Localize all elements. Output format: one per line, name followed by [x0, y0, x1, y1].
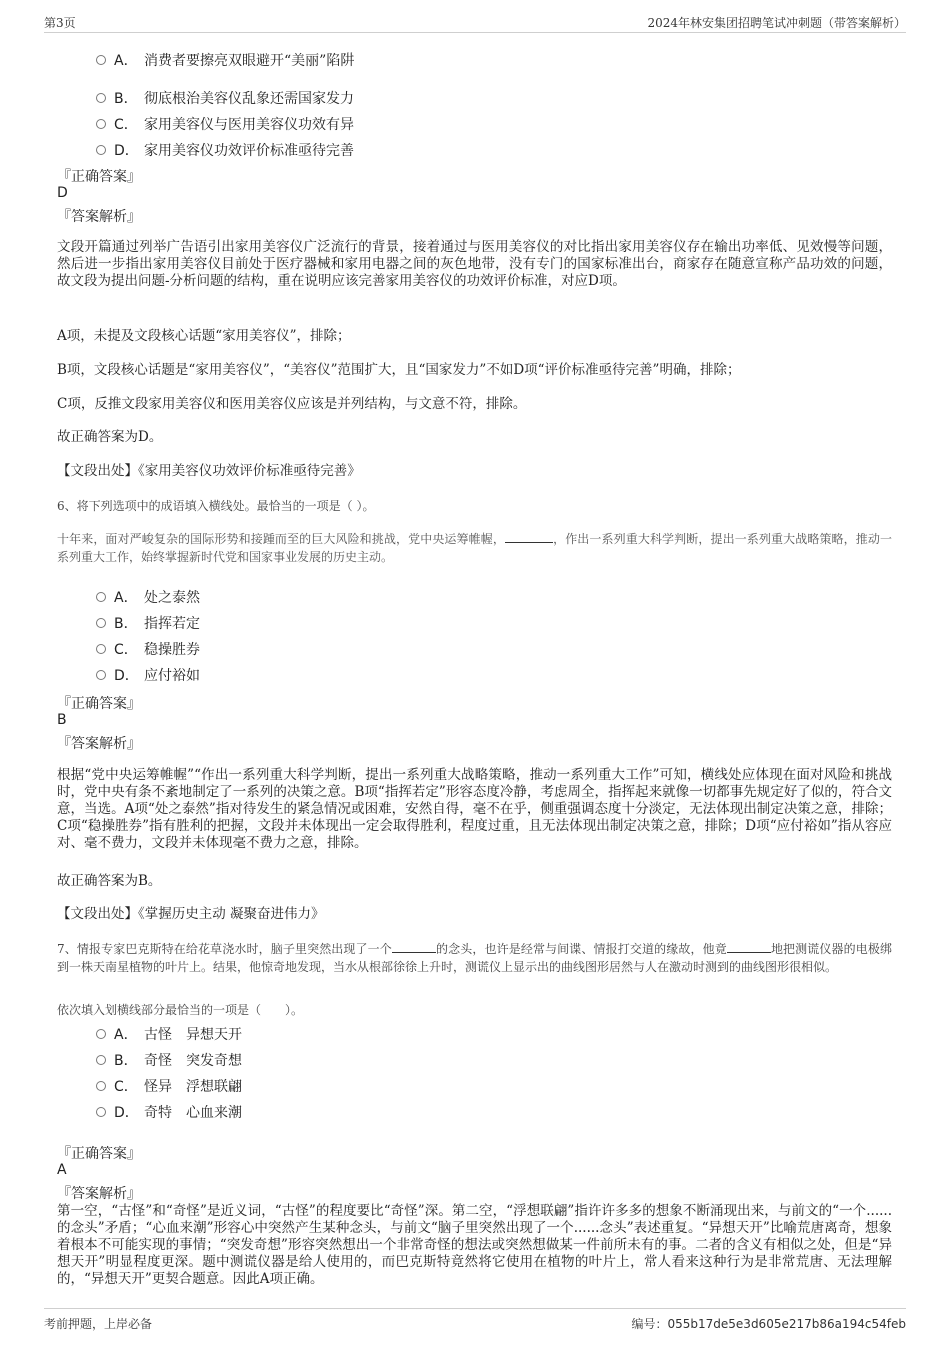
q6-analysis: 根据“党中央运筹帷幄”“作出一系列重大科学判断，提出一系列重大战略策略，推动一系列重大工作”可知，横线处应体现在面对风险和挑战时，党中央有条不紊地制定了一系列的决策之意。B项“指挥若定”形容态度冷静，考虑周全，指挥起来就像一切都事先规定好了似的，符合文意，当选。A项“处之泰然”指对待发生的紧急情况或困难，安然自得，毫不在乎，侧重强调态度十分淡定，无法体现出制定决策之意，排除；C项“稳操胜券”指有胜利的把握，文段并未体现出一定会取得胜利，程度过重，且无法体现出制定决策之意，排除；D项“应付裕如”指从容应对、毫不费力，文段并未体现毫不费力之意，排除。	[57, 767, 892, 851]
q5-note-b: B项，文段核心话题是“家用美容仪”，“美容仪”范围扩大，且“国家发力”不如D项“评价标准亟待完善”明确，排除；	[57, 362, 741, 378]
q5-answer: D	[57, 185, 68, 201]
q7-analysis: 第一空，“古怪”和“奇怪”是近义词，“古怪”的程度要比“奇怪”深。第二空，“浮想联翩”指许许多多的想象不断涌现出来，与前文的“一个......的念头”矛盾；“心血来潮”形容心中突然产生某种念头，与前文“脑子里突然出现了一个......念头”表述重复。“异想天开”比喻荒唐离奇，想象着根本不可能实现的事情；“突发奇想”形容突然想出一个非常奇怪的想法或突然想做某一件前所未有的事。二者的含义有相似之处，但是“异想天开”明显程度更深。题中测谎仪器是给人使用的，而巴克斯特竟然将它使用在植物的叶片上，常人看来这种行为是非常荒唐、无法理解的，“异想天开”更契合题意。因此A项正确。	[57, 1203, 892, 1287]
radio-icon[interactable]	[96, 644, 106, 654]
radio-icon[interactable]	[96, 592, 106, 602]
q7-answer-label: 『正确答案』	[57, 1146, 141, 1162]
q7-option-c[interactable]: C． 怪异 浮想联翩	[96, 1076, 242, 1096]
radio-icon[interactable]	[96, 1081, 106, 1091]
q6-answer-label: 『正确答案』	[57, 696, 141, 712]
q5-option-c[interactable]: C． 家用美容仪与医用美容仪功效有异	[96, 114, 354, 134]
q6-option-a[interactable]: A． 处之泰然	[96, 587, 200, 607]
radio-icon[interactable]	[96, 670, 106, 680]
q6-analysis-label: 『答案解析』	[57, 736, 141, 752]
q6-question: 6、将下列选项中的成语填入横线处。最恰当的一项是（ ）。	[57, 499, 375, 513]
footer-slogan: 考前押题，上岸必备	[44, 1317, 153, 1331]
q6-option-b[interactable]: B． 指挥若定	[96, 613, 200, 633]
radio-icon[interactable]	[96, 145, 106, 155]
radio-icon[interactable]	[96, 1055, 106, 1065]
q5-option-d[interactable]: D． 家用美容仪功效评价标准亟待完善	[96, 140, 354, 160]
q5-conclusion: 故正确答案为D。	[57, 429, 163, 445]
q7-answer: A	[57, 1162, 67, 1178]
radio-icon[interactable]	[96, 93, 106, 103]
page-footer	[44, 1308, 906, 1335]
q7-question: 7、情报专家巴克斯特在给花草浇水时，脑子里突然出现了一个 的念头，也许是经常与间谍、情报打交道的缘故，他竟 地把测谎仪器的电极绑到一株天南星植物的叶片上。结果，他惊奇地发现，当水从根部徐徐上升时，测谎仪上显示出的曲线图形居然与人在激动时测到的曲线图形很相似。	[57, 942, 892, 974]
radio-icon[interactable]	[96, 1029, 106, 1039]
footer-code: 编号：055b17de5e3d605e217b86a194c54feb	[631, 1317, 906, 1331]
q7-option-a[interactable]: A． 古怪 异想天开	[96, 1024, 242, 1044]
q7-option-d[interactable]: D． 奇特 心血来潮	[96, 1102, 242, 1122]
q7-analysis-label: 『答案解析』	[57, 1186, 141, 1202]
q7-option-b[interactable]: B． 奇怪 突发奇想	[96, 1050, 242, 1070]
radio-icon[interactable]	[96, 618, 106, 628]
q5-answer-label: 『正确答案』	[57, 169, 141, 185]
page-number: 第3页	[44, 16, 76, 30]
q5-note-c: C项，反推文段家用美容仪和医用美容仪应该是并列结构，与文意不符，排除。	[57, 396, 527, 412]
q5-option-a[interactable]: A． 消费者要擦亮双眼避开“美丽”陷阱	[96, 50, 354, 70]
radio-icon[interactable]	[96, 1107, 106, 1117]
q6-passage: 十年来，面对严峻复杂的国际形势和接踵而至的巨大风险和挑战，党中央运筹帷幄， ，作出一系列重大科学判断，提出一系列重大战略策略，推动一系列重大工作，始终掌握新时代党和国家事业发展的历史主动。	[57, 532, 892, 564]
q5-analysis-label: 『答案解析』	[57, 209, 141, 225]
q5-analysis: 文段开篇通过列举广告语引出家用美容仪广泛流行的背景，接着通过与医用美容仪的对比指出家用美容仪存在输出功率低、见效慢等问题，然后进一步指出家用美容仪目前处于医疗器械和家用电器之间的灰色地带，没有专门的国家标准出台，商家存在随意宣称产品功效的问题，故文段为提出问题-分析问题的结构，重在说明应该完善家用美容仪的功效评价标准，对应D项。	[57, 239, 892, 289]
q6-conclusion: 故正确答案为B。	[57, 873, 162, 889]
page-header	[44, 12, 906, 33]
q6-option-d[interactable]: D． 应付裕如	[96, 665, 200, 685]
blank-line	[392, 942, 436, 953]
q5-source: 【文段出处】《家用美容仪功效评价标准亟待完善》	[57, 463, 361, 479]
q5-option-b[interactable]: B． 彻底根治美容仪乱象还需国家发力	[96, 88, 354, 108]
blank-line	[505, 532, 553, 543]
q6-source: 【文段出处】《掌握历史主动 凝聚奋进伟力》	[57, 906, 325, 922]
radio-icon[interactable]	[96, 119, 106, 129]
q7-instruction: 依次填入划横线部分最恰当的一项是（ ）。	[57, 1003, 304, 1017]
document-title: 2024年林安集团招聘笔试冲刺题（带答案解析）	[647, 16, 906, 30]
blank-line	[727, 942, 771, 953]
q6-option-c[interactable]: C． 稳操胜券	[96, 639, 200, 659]
radio-icon[interactable]	[96, 55, 106, 65]
q5-note-a: A项，未提及文段核心话题“家用美容仪”，排除；	[57, 328, 351, 344]
q6-answer: B	[57, 712, 67, 728]
